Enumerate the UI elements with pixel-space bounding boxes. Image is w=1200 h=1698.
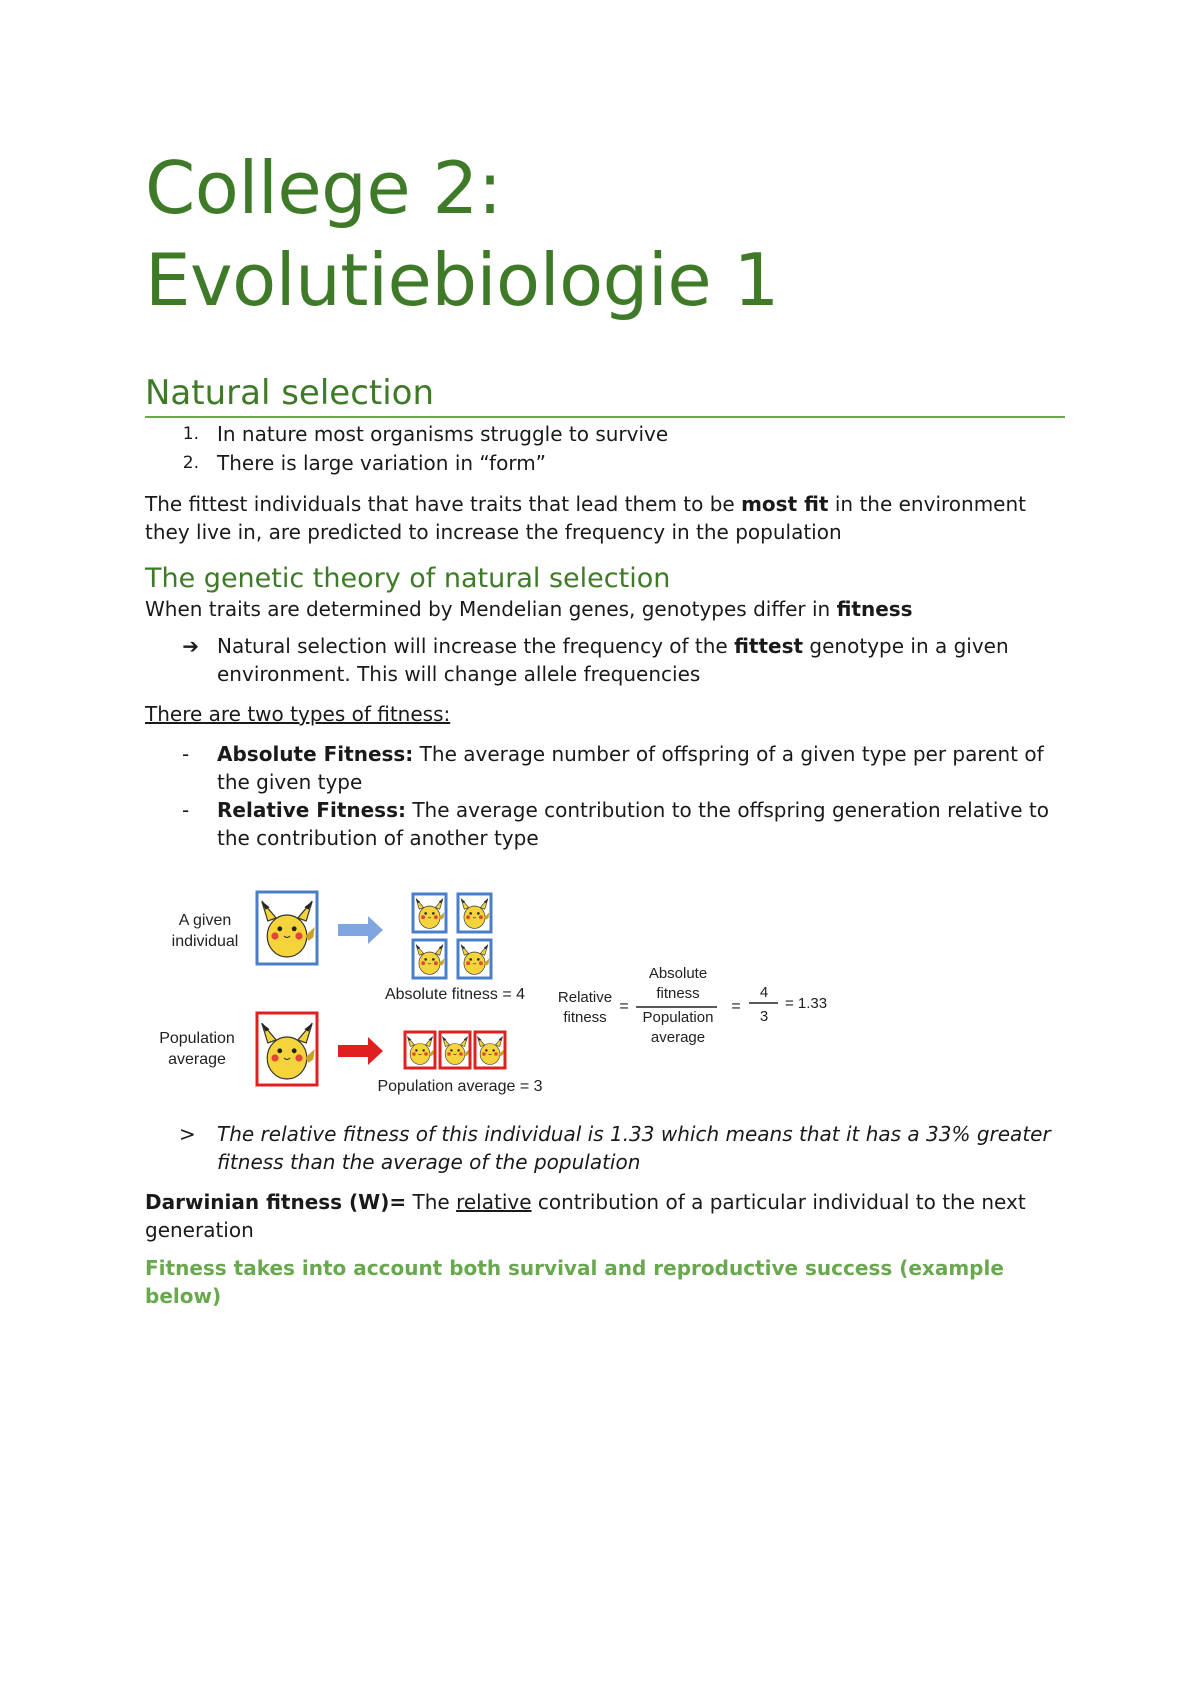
fraction-numerator: 4 bbox=[759, 984, 769, 1001]
definition: The average number of offspring of a given type per parent of the given type bbox=[217, 742, 1044, 794]
fitness-types-list bbox=[145, 740, 1065, 852]
arrow-bullet-item bbox=[145, 632, 1065, 688]
title-line-2: Evolutiebiologie 1 bbox=[145, 238, 779, 322]
paragraph-text: in the environment they live in, are predicted to increase the frequency in the population bbox=[145, 492, 1026, 544]
population-average-frame bbox=[257, 1013, 317, 1085]
paragraph-text: The fittest individuals that have traits that lead them to be bbox=[145, 492, 742, 516]
definition-term: Darwinian fitness (W)= bbox=[145, 1190, 407, 1214]
arrow-right-icon: ➔ bbox=[182, 634, 199, 658]
list-text: In nature most organisms struggle to survive bbox=[217, 422, 669, 446]
list-item bbox=[145, 796, 1065, 852]
label-relative-fitness: Relative fitness bbox=[557, 989, 613, 1026]
section-heading-natural-selection: Natural selection bbox=[145, 373, 435, 413]
numbered-list bbox=[145, 420, 668, 478]
fitness-figure bbox=[145, 880, 865, 1100]
fitness-types-heading: There are two types of fitness: bbox=[145, 702, 451, 726]
greater-than-marker: > bbox=[179, 1122, 196, 1146]
relative-fitness-note bbox=[145, 1120, 1065, 1176]
list-number: 2. bbox=[182, 453, 199, 473]
blue-arrow-icon bbox=[338, 916, 383, 944]
equals-sign: = bbox=[619, 998, 629, 1015]
red-arrow-icon bbox=[338, 1037, 383, 1065]
intro-bold: fitness bbox=[836, 597, 913, 621]
note-text: The relative fitness of this individual is 1.33 which means that it has a 33% greater fitness than the average of the population bbox=[217, 1122, 1051, 1174]
list-number: 1. bbox=[182, 424, 199, 444]
underlined-word: relative bbox=[456, 1190, 532, 1214]
label-population-average: Population average bbox=[159, 1030, 235, 1068]
list-text: There is large variation in “form” bbox=[217, 451, 547, 475]
term: Absolute Fitness: bbox=[217, 742, 414, 766]
heading-underline-rule bbox=[145, 416, 1065, 418]
fraction-bottom-label: Population average bbox=[642, 1009, 714, 1046]
offspring-red-group bbox=[405, 1032, 505, 1068]
label-given-individual: A given individual bbox=[171, 912, 239, 950]
bullet-text: genotype in a given environment. This will change allele frequencies bbox=[217, 634, 1009, 686]
darwinian-fitness-definition bbox=[145, 1188, 1065, 1244]
list-text bbox=[217, 740, 1065, 796]
section-heading-genetic-theory: The genetic theory of natural selection bbox=[145, 563, 671, 594]
dash-marker: - bbox=[182, 742, 190, 766]
fittest-paragraph bbox=[145, 490, 1065, 546]
mendelian-intro bbox=[145, 595, 1065, 623]
fraction-denominator: 3 bbox=[759, 1008, 769, 1025]
list-item bbox=[145, 420, 668, 449]
highlight-statement: Fitness takes into account both survival and reproductive success (example below) bbox=[145, 1256, 1004, 1308]
bullet-bold: fittest bbox=[734, 634, 804, 658]
fraction-top-label: Absolute fitness bbox=[648, 965, 708, 1002]
offspring-blue-group bbox=[413, 894, 491, 978]
list-item bbox=[145, 449, 668, 478]
paragraph-bold: most fit bbox=[741, 492, 829, 516]
definition: The average contribution to the offspring generation relative to the contribution of another type bbox=[217, 798, 1049, 850]
bullet-text: Natural selection will increase the frequency of the bbox=[217, 634, 735, 658]
definition-text: contribution of a particular individual to the next generation bbox=[145, 1190, 1026, 1242]
list-text bbox=[217, 796, 1065, 852]
arrow-bullet-text bbox=[217, 632, 1065, 688]
fitness-result: = 1.33 bbox=[785, 995, 828, 1012]
document-title bbox=[145, 142, 779, 326]
individual-frame bbox=[257, 892, 317, 964]
list-item bbox=[145, 740, 1065, 796]
dash-marker: - bbox=[182, 798, 190, 822]
definition-text: The bbox=[406, 1190, 457, 1214]
caption-population-average: Population average = 3 bbox=[377, 1078, 543, 1095]
title-line-1: College 2: bbox=[145, 146, 502, 230]
caption-absolute-fitness: Absolute fitness = 4 bbox=[384, 986, 526, 1003]
equals-sign: = bbox=[731, 998, 741, 1015]
term: Relative Fitness: bbox=[217, 798, 406, 822]
intro-text: When traits are determined by Mendelian genes, genotypes differ in bbox=[145, 597, 837, 621]
